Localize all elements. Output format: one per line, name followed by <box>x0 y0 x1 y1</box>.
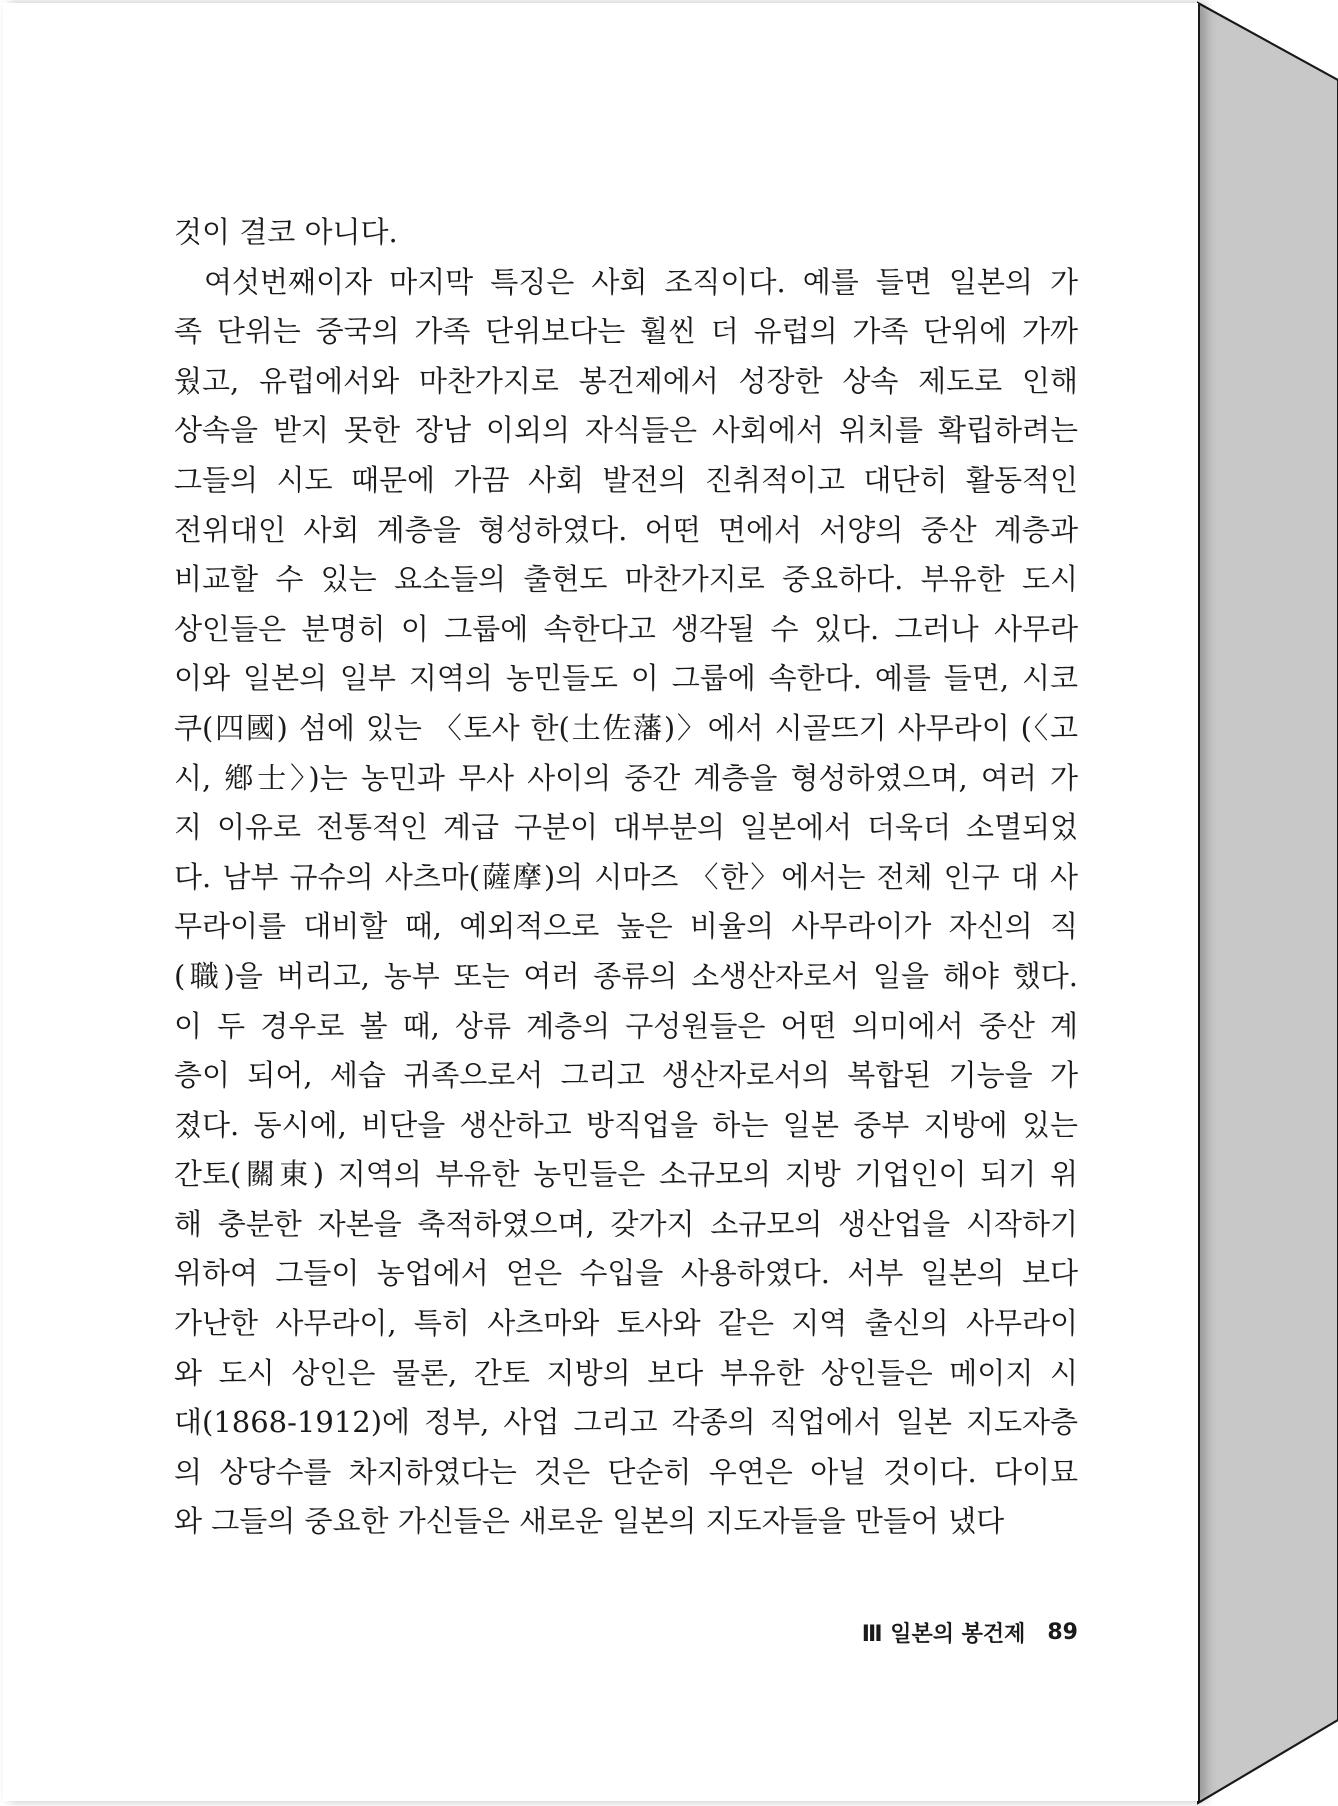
page-number: 89 <box>1047 1619 1078 1645</box>
text-line: 이와 일본의 일부 지역의 농민들도 이 그룹에 속한다. 예를 들면, 시코 <box>174 661 1078 696</box>
text-line: 그들의 시도 때문에 가끔 사회 발전의 진취적이고 대단히 활동적인 <box>174 462 1078 497</box>
text-line: 족 단위는 중국의 가족 단위보다는 훨씬 더 유럽의 가족 단위에 가까 <box>174 314 1078 349</box>
body-text <box>174 208 1078 1547</box>
text-line: (職)을 버리고, 농부 또는 여러 종류의 소생산자로서 일을 해야 했다. <box>174 958 1078 993</box>
text-line: 위하여 그들이 농업에서 얻은 수입을 사용하였다. 서부 일본의 보다 <box>174 1256 1078 1291</box>
text-line: 간토(關東) 지역의 부유한 농민들은 소규모의 지방 기업인이 되기 위 <box>174 1157 1078 1192</box>
text-line: 졌다. 동시에, 비단을 생산하고 방직업을 하는 일본 중부 지방에 있는 <box>174 1107 1078 1142</box>
text-line: 대(1868-1912)에 정부, 사업 그리고 각종의 직업에서 일본 지도자층 <box>174 1405 1078 1440</box>
text-line: 가난한 사무라이, 특히 사츠마와 토사와 같은 지역 출신의 사무라이 <box>174 1306 1078 1341</box>
text-line: 지 이유로 전통적인 계급 구분이 대부분의 일본에서 더욱더 소멸되었 <box>174 810 1078 845</box>
text-line: 상속을 받지 못한 장남 이외의 자식들은 사회에서 위치를 확립하려는 <box>174 413 1078 448</box>
text-line: 전위대인 사회 계층을 형성하였다. 어떤 면에서 서양의 중산 계층과 <box>174 512 1078 547</box>
text-line: 와 도시 상인은 물론, 간토 지방의 보다 부유한 상인들은 메이지 시 <box>174 1355 1078 1390</box>
text-line: 쿠(四國) 섬에 있는 〈토사 한(土佐藩)〉에서 시골뜨기 사무라이 (〈고 <box>174 710 1078 745</box>
running-chapter-title: Ⅲ 일본의 봉건제 <box>861 1621 1026 1647</box>
text-line: 다. 남부 규슈의 사츠마(薩摩)의 시마즈 〈한〉에서는 전체 인구 대 사 <box>174 859 1078 894</box>
text-line: 비교할 수 있는 요소들의 출현도 마찬가지로 중요하다. 부유한 도시 <box>174 562 1078 597</box>
text-line: 여섯번째이자 마지막 특징은 사회 조직이다. 예를 들면 일본의 가 <box>204 264 1078 299</box>
page-footer <box>800 1612 1078 1652</box>
text-line: 이 두 경우로 볼 때, 상류 계층의 구성원들은 어떤 의미에서 중산 계 <box>174 1008 1078 1043</box>
text-line: 층이 되어, 세습 귀족으로서 그리고 생산자로서의 복합된 기능을 가 <box>174 1058 1078 1093</box>
text-line: 웠고, 유럽에서와 마찬가지로 봉건제에서 성장한 상속 제도로 인해 <box>174 363 1078 398</box>
text-line: 의 상당수를 차지하였다는 것은 단순히 우연은 아닐 것이다. 다이묘 <box>174 1454 1078 1489</box>
text-line: 시, 鄕士〉)는 농민과 무사 사이의 중간 계층을 형성하였으며, 여러 가 <box>174 760 1078 795</box>
text-line: 무라이를 대비할 때, 예외적으로 높은 비율의 사무라이가 자신의 직 <box>174 909 1078 944</box>
text-line: 해 충분한 자본을 축적하였으며, 갖가지 소규모의 생산업을 시작하기 <box>174 1206 1078 1241</box>
text-line: 것이 결코 아니다. <box>174 215 398 249</box>
text-line: 와 그들의 중요한 가신들은 새로운 일본의 지도자들을 만들어 냈다 <box>174 1504 1005 1539</box>
text-line: 상인들은 분명히 이 그룹에 속한다고 생각될 수 있다. 그러나 사무라 <box>174 611 1078 646</box>
